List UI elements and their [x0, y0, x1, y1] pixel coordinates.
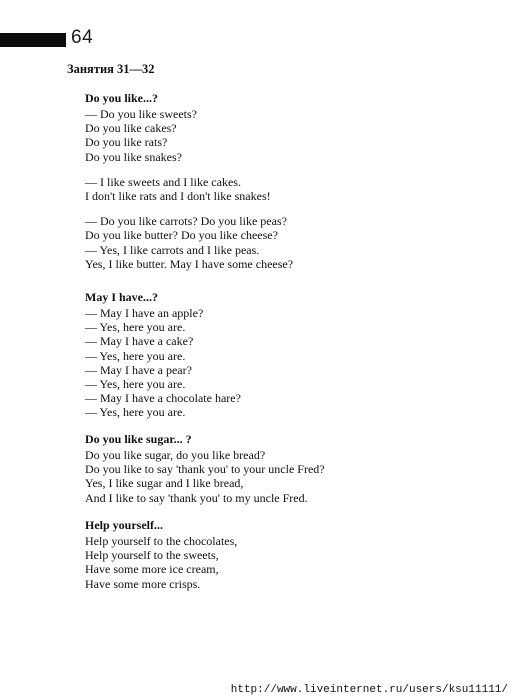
- poem-line: — May I have a chocolate hare?: [85, 391, 241, 406]
- lesson-title: Занятия 31—32: [67, 62, 155, 76]
- source-url: http://www.liveinternet.ru/users/ksu11111/: [230, 684, 508, 696]
- poem-heading: May I have...?: [85, 290, 158, 304]
- poem-line: — May I have an apple?: [85, 306, 204, 320]
- poem-do-you-like-sugar: [85, 432, 465, 505]
- poem-line: And I like to say 'thank you' to my uncle Fred.: [85, 490, 308, 505]
- poem-line: Do you like snakes?: [85, 149, 182, 164]
- poem-line: — Do you like carrots? Do you like peas?: [85, 214, 287, 229]
- poem-line: — Yes, here you are.: [85, 405, 186, 420]
- poem-line: Do you like cakes?: [85, 121, 177, 136]
- poem-line: Do you like rats?: [85, 135, 168, 150]
- poem-line: — Do you like sweets?: [85, 107, 197, 121]
- poem-line: — Yes, here you are.: [85, 320, 186, 335]
- poem-line: — Yes, I like carrots and I like peas.: [85, 242, 260, 257]
- poem-line: — May I have a cake?: [85, 334, 194, 349]
- poem-line: Yes, I like sugar and I like bread,: [85, 476, 244, 491]
- poem-heading: Do you like...?: [85, 91, 159, 105]
- poem-line: — Yes, here you are.: [85, 348, 186, 363]
- poem-line: Help yourself to the chocolates,: [85, 534, 238, 548]
- poem-line: Do you like butter? Do you like cheese?: [85, 228, 278, 243]
- poem-line: Have some more crisps.: [85, 576, 201, 591]
- poem-line: Yes, I like butter. May I have some cheese?: [85, 256, 294, 271]
- poem-line: I don't like rats and I don't like snakes!: [85, 189, 271, 204]
- poem-line: — Yes, here you are.: [85, 377, 186, 392]
- poem-do-you-like: [85, 91, 465, 271]
- stanza-gap: [85, 164, 465, 175]
- poem-heading: Do you like sugar... ?: [85, 432, 192, 446]
- page-number: 64: [71, 27, 94, 48]
- poem-heading: Help yourself...: [85, 518, 163, 532]
- poem-line: Do you like sugar, do you like bread?: [85, 448, 266, 462]
- poem-line: Do you like to say 'thank you' to your uncle Fred?: [85, 462, 325, 477]
- poem-help-yourself: [85, 518, 465, 591]
- poem-line: — May I have a pear?: [85, 362, 192, 377]
- poem-line: Have some more ice cream,: [85, 562, 219, 577]
- poem-may-i-have: [85, 290, 465, 420]
- page-header-bar: [0, 33, 66, 47]
- stanza-gap: [85, 203, 465, 214]
- poem-line: — I like sweets and I like cakes.: [85, 174, 241, 189]
- poem-line: Help yourself to the sweets,: [85, 548, 219, 563]
